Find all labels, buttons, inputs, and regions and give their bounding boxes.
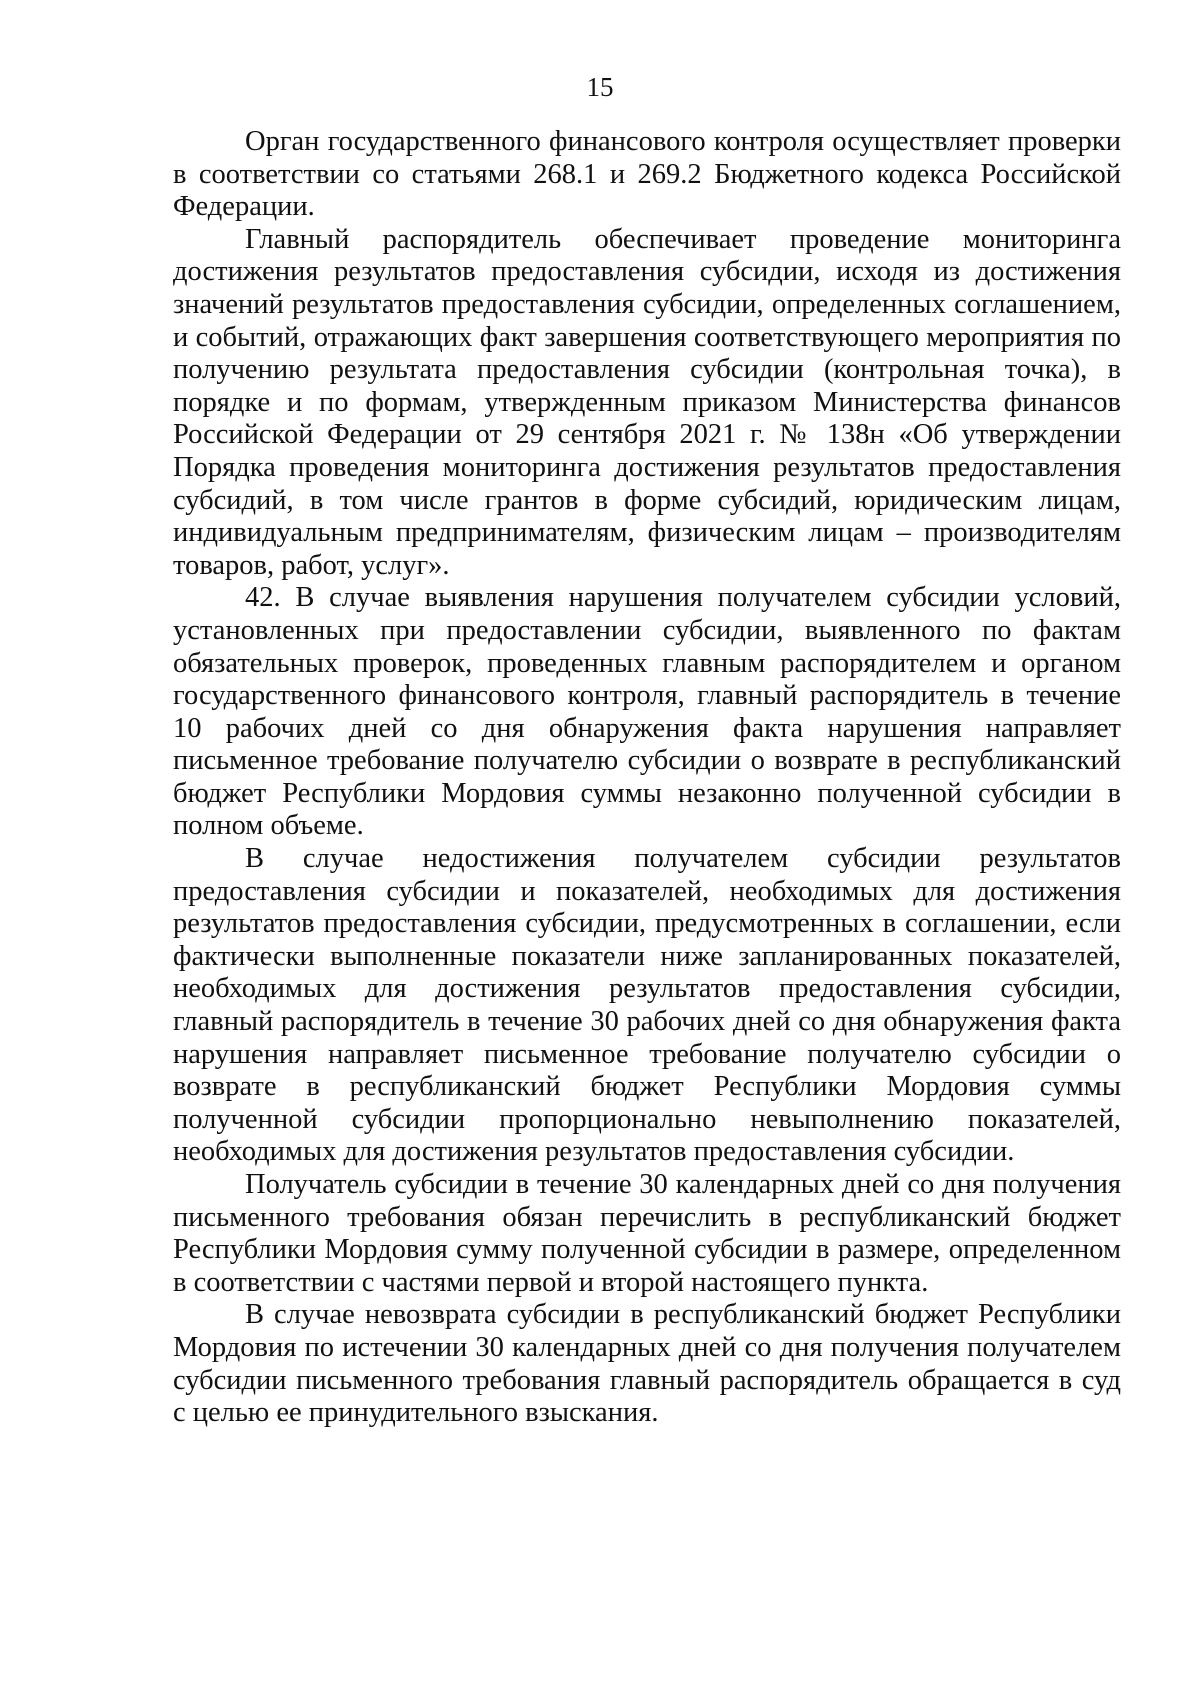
paragraph-financial-control-audits: Орган государственного финансового контроля осуществляет проверки в соответствии со статьями 268.1 и 269.2 Бюджетного кодекса Российской Федерации. — [173, 126, 1121, 223]
paragraph-court-recovery: В случае невозврата субсидии в республиканский бюджет Республики Мордовия по истечении 30 календарных дней со дня получения получателем субсидии письменного требования главный распорядитель обращается в суд с целью ее принудительного взыскания. — [173, 1299, 1121, 1429]
paragraph-non-achievement-refund: В случае недостижения получателем субсидии результатов предоставления субсидии и показателей, необходимых для достижения результатов предоставления субсидии, предусмотренных в соглашении, если фактически выполненные показатели ниже запланированных показателей, необходимых для достижения результатов предоставления субсидии, главный распорядитель в течение 30 рабочих дней со дня обнаружения факта нарушения направляет письменное требование получателю субсидии о возврате в республиканский бюджет Республики Мордовия суммы полученной субсидии пропорционально невыполнению показателей, необходимых для достижения результатов предоставления субсидии. — [173, 843, 1121, 1168]
paragraph-refund-deadline: Получатель субсидии в течение 30 календарных дней со дня получения письменного требования обязан перечислить в республиканский бюджет Республики Мордовия сумму полученной субсидии в размере, определенном в соответствии с частями первой и второй настоящего пункта. — [173, 1169, 1121, 1298]
document-body — [173, 126, 1121, 1430]
paragraph-monitoring-results: Главный распорядитель обеспечивает проведение мониторинга достижения результатов предоставления субсидии, исходя из достижения значений результатов предоставления субсидии, определенных соглашением, и событий, отражающих факт завершения соответствующего мероприятия по получению результата предоставления субсидии (контрольная точка), в порядке и по формам, утвержденным приказом Министерства финансов Российской Федерации от 29 сентября 2021 г. № 138н «Об утверждении Порядка проведения мониторинга достижения результатов предоставления субсидий, в том числе грантов в форме субсидий, юридическим лицам, индивидуальным предпринимателям, физическим лицам – производителям товаров, работ, услуг». — [173, 223, 1121, 581]
page-number: 15 — [586, 72, 614, 102]
paragraph-item-42-violation-refund: 42. В случае выявления нарушения получателем субсидии условий, установленных при предоставлении субсидии, выявленного по фактам обязательных проверок, проведенных главным распорядителем и органом государственного финансового контроля, главный распорядитель в течение 10 рабочих дней со дня обнаружения факта нарушения направляет письменное требование получателю субсидии о возврате в республиканский бюджет Республики Мордовия суммы незаконно полученной субсидии в полном объеме. — [173, 582, 1121, 842]
